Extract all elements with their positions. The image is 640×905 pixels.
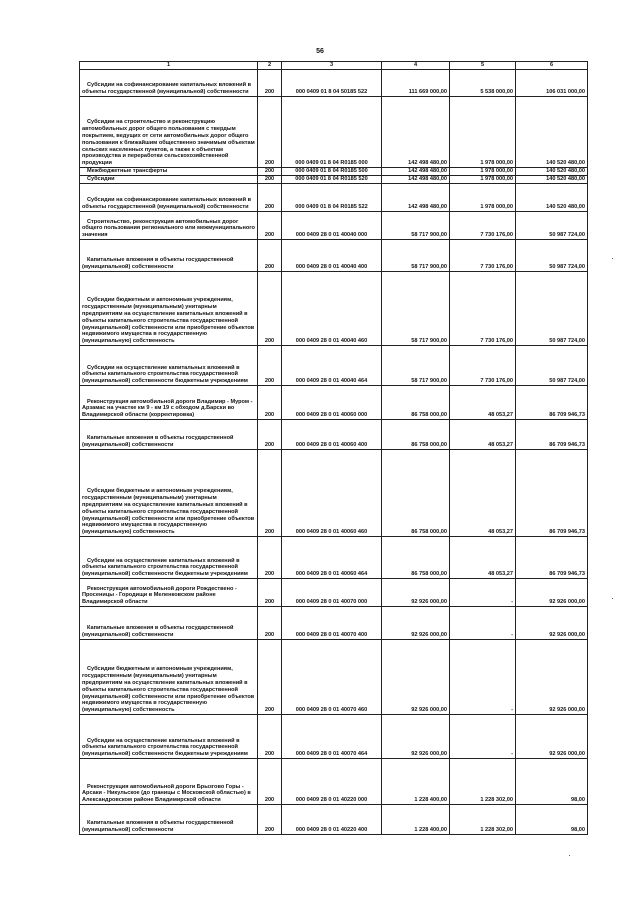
row-grbs-cell: 200 [258, 450, 282, 537]
row-value-col5: 1 228 302,00 [450, 805, 516, 835]
row-grbs-cell: 200 [258, 607, 282, 640]
row-name-cell: Субсидии на строительство и реконструкцию автомобильных дорог общего пользования с твердым покрытием, ведущих от сети автомобильных дорог общего пользования к ближайшим общественно значимым объектам сельских населенных пунктов, а также к объектам производства и переработки сельскохозяйственной продукции [80, 97, 258, 168]
row-value-col4: 1 228 400,00 [382, 805, 450, 835]
row-value-col6: 50 987 724,00 [516, 240, 588, 272]
row-value-col5: 1 978 000,00 [450, 168, 516, 176]
row-value-col6: 86 709 946,73 [516, 450, 588, 537]
row-grbs-cell: 200 [258, 579, 282, 607]
row-value-col4: 92 926 000,00 [382, 607, 450, 640]
row-name-cell: Реконструкция автомобильной дороги Брызгово Горы - Арсаки - Никульское (до границы с Московской областью) в Александровском районе Владимирской области [80, 759, 258, 805]
row-grbs-cell: 200 [258, 715, 282, 759]
table-row [80, 450, 588, 537]
row-grbs-cell: 200 [258, 176, 282, 184]
row-kbk-cell: 000 0409 28 0 01 40040 400 [282, 240, 382, 272]
table-row [80, 640, 588, 715]
row-value-col6: 92 926 000,00 [516, 715, 588, 759]
row-value-col4: 142 498 480,00 [382, 176, 450, 184]
row-grbs-cell: 200 [258, 805, 282, 835]
row-name-cell: Реконструкция автомобильной дороги Рождествено - Просеницы - Городищи в Меленковском районе Владимирской области [80, 579, 258, 607]
row-name-cell: Субсидии бюджетным и автономным учреждениям, государственным (муниципальным) унитарным предприятиям на осуществление капитальных вложений в объекты капитального строительства государственной (муниципальной) собственности или приобретение объектов недвижимого имущества в государственную (муниципальную) собственность [80, 640, 258, 715]
row-value-col5: 1 978 000,00 [450, 176, 516, 184]
row-value-col5: 1 978 000,00 [450, 184, 516, 212]
row-kbk-cell: 000 0409 28 0 01 40060 400 [282, 420, 382, 450]
scan-dot [612, 258, 613, 259]
table-row [80, 607, 588, 640]
row-grbs-cell: 200 [258, 97, 282, 168]
table-row [80, 715, 588, 759]
row-kbk-cell: 000 0409 28 0 01 40040 464 [282, 346, 382, 386]
row-grbs-cell: 200 [258, 386, 282, 420]
row-kbk-cell: 000 0409 01 8 04 R0185 500 [282, 168, 382, 176]
row-grbs-cell: 200 [258, 640, 282, 715]
row-value-col6: 86 709 946,73 [516, 420, 588, 450]
row-value-col4: 58 717 900,00 [382, 346, 450, 386]
budget-table [79, 61, 588, 835]
column-header: 2 [258, 62, 282, 70]
column-header: 6 [516, 62, 588, 70]
table-row [80, 97, 588, 168]
table-row [80, 386, 588, 420]
table-row [80, 537, 588, 579]
row-value-col5: - [450, 715, 516, 759]
table-row [80, 346, 588, 386]
row-value-col4: 58 717 900,00 [382, 240, 450, 272]
row-value-col6: 50 987 724,00 [516, 272, 588, 346]
row-name-cell: Субсидии на осуществление капитальных вложений в объекты капитального строительства государственной (муниципальной) собственности бюджетным учреждениям [80, 346, 258, 386]
row-grbs-cell: 200 [258, 168, 282, 176]
row-grbs-cell: 200 [258, 70, 282, 97]
page-number: 56 [316, 48, 324, 55]
table-row [80, 168, 588, 176]
row-value-col4: 92 926 000,00 [382, 579, 450, 607]
table-body [80, 70, 588, 835]
row-value-col6: 86 709 946,73 [516, 386, 588, 420]
row-name-cell: Межбюджетные трансферты [80, 168, 258, 176]
row-value-col6: 50 987 724,00 [516, 212, 588, 240]
row-value-col6: 92 926 000,00 [516, 640, 588, 715]
row-value-col5: 5 538 000,00 [450, 70, 516, 97]
row-value-col6: 92 926 000,00 [516, 607, 588, 640]
row-value-col4: 58 717 900,00 [382, 212, 450, 240]
table-row [80, 184, 588, 212]
row-value-col5: 1 978 000,00 [450, 97, 516, 168]
scan-dot [612, 598, 613, 599]
row-value-col4: 1 228 400,00 [382, 759, 450, 805]
row-value-col4: 142 498 480,00 [382, 168, 450, 176]
table-row [80, 759, 588, 805]
row-name-cell: Субсидии [80, 176, 258, 184]
row-value-col6: 106 031 000,00 [516, 70, 588, 97]
row-name-cell: Строительство, реконструкция автомобильных дорог общего пользования регионального или межмуниципального значения [80, 212, 258, 240]
row-value-col6: 98,00 [516, 805, 588, 835]
row-value-col6: 86 709 946,73 [516, 537, 588, 579]
row-grbs-cell: 200 [258, 272, 282, 346]
row-value-col5: 48 053,27 [450, 420, 516, 450]
table-row [80, 272, 588, 346]
row-value-col5: - [450, 579, 516, 607]
row-kbk-cell: 000 0409 01 8 04 R0185 000 [282, 97, 382, 168]
row-name-cell: Капитальные вложения в объекты государственной (муниципальной) собственности [80, 240, 258, 272]
row-grbs-cell: 200 [258, 537, 282, 579]
row-kbk-cell: 000 0409 28 0 01 40220 400 [282, 805, 382, 835]
row-kbk-cell: 000 0409 28 0 01 40070 400 [282, 607, 382, 640]
scan-dot [569, 855, 570, 856]
row-value-col6: 140 520 480,00 [516, 97, 588, 168]
row-value-col5: 7 730 176,00 [450, 346, 516, 386]
column-header: 1 [80, 62, 258, 70]
row-value-col5: - [450, 607, 516, 640]
row-grbs-cell: 200 [258, 184, 282, 212]
row-name-cell: Капитальные вложения в объекты государственной (муниципальной) собственности [80, 805, 258, 835]
row-value-col6: 140 520 480,00 [516, 168, 588, 176]
row-kbk-cell: 000 0409 01 8 04 50185 522 [282, 70, 382, 97]
row-kbk-cell: 000 0409 28 0 01 40220 000 [282, 759, 382, 805]
table-row [80, 176, 588, 184]
row-value-col5: 48 053,27 [450, 386, 516, 420]
row-value-col4: 92 926 000,00 [382, 640, 450, 715]
row-kbk-cell: 000 0409 28 0 01 40070 460 [282, 640, 382, 715]
row-value-col6: 98,00 [516, 759, 588, 805]
row-kbk-cell: 000 0409 28 0 01 40040 460 [282, 272, 382, 346]
row-value-col6: 92 926 000,00 [516, 579, 588, 607]
column-header: 3 [282, 62, 382, 70]
row-kbk-cell: 000 0409 01 8 04 R0185 522 [282, 184, 382, 212]
row-name-cell: Субсидии на софинансирование капитальных вложений в объекты государственной (муниципальной) собственности [80, 184, 258, 212]
row-kbk-cell: 000 0409 28 0 01 40070 000 [282, 579, 382, 607]
row-value-col4: 142 498 480,00 [382, 184, 450, 212]
table-row [80, 420, 588, 450]
row-value-col4: 86 758 000,00 [382, 386, 450, 420]
row-value-col4: 86 758 000,00 [382, 450, 450, 537]
table-header-row [80, 62, 588, 70]
row-kbk-cell: 000 0409 28 0 01 40040 000 [282, 212, 382, 240]
row-name-cell: Субсидии на осуществление капитальных вложений в объекты капитального строительства государственной (муниципальной) собственности бюджетным учреждениям [80, 537, 258, 579]
row-value-col4: 111 669 000,00 [382, 70, 450, 97]
row-grbs-cell: 200 [258, 346, 282, 386]
row-value-col4: 86 758 000,00 [382, 537, 450, 579]
row-value-col4: 142 498 480,00 [382, 97, 450, 168]
row-kbk-cell: 000 0409 01 8 04 R0185 520 [282, 176, 382, 184]
row-name-cell: Субсидии бюджетным и автономным учреждениям, государственным (муниципальным) унитарным предприятиям на осуществление капитальных вложений в объекты капитального строительства государственной (муниципальной) собственности или приобретение объектов недвижимого имущества в государственную (муниципальную) собственность [80, 272, 258, 346]
table-row [80, 240, 588, 272]
row-name-cell: Субсидии на софинансирование капитальных вложений в объекты государственной (муниципальной) собственности [80, 70, 258, 97]
row-name-cell: Субсидии на осуществление капитальных вложений в объекты капитального строительства государственной (муниципальной) собственности бюджетным учреждениям [80, 715, 258, 759]
row-kbk-cell: 000 0409 28 0 01 40060 460 [282, 450, 382, 537]
table-row [80, 70, 588, 97]
table-row [80, 212, 588, 240]
row-name-cell: Капитальные вложения в объекты государственной (муниципальной) собственности [80, 607, 258, 640]
row-grbs-cell: 200 [258, 759, 282, 805]
row-value-col6: 140 520 480,00 [516, 184, 588, 212]
row-name-cell: Субсидии бюджетным и автономным учреждениям, государственным (муниципальным) унитарным предприятиям на осуществление капитальных вложений в объекты капитального строительства государственной (муниципальной) собственности или приобретение объектов недвижимого имущества в государственную (муниципальную) собственность [80, 450, 258, 537]
row-value-col5: - [450, 640, 516, 715]
table-row [80, 579, 588, 607]
row-name-cell: Реконструкция автомобильной дороги Владимир - Муром - Арзамас на участке км 9 - км 19 с обходом д.Барски во Владимирской области (корректировка) [80, 386, 258, 420]
row-value-col5: 48 053,27 [450, 450, 516, 537]
row-kbk-cell: 000 0409 28 0 01 40070 464 [282, 715, 382, 759]
row-value-col6: 50 987 724,00 [516, 346, 588, 386]
row-value-col5: 48 053,27 [450, 537, 516, 579]
row-value-col6: 140 520 480,00 [516, 176, 588, 184]
row-value-col5: 1 228 302,00 [450, 759, 516, 805]
row-kbk-cell: 000 0409 28 0 01 40060 464 [282, 537, 382, 579]
row-value-col5: 7 730 176,00 [450, 240, 516, 272]
row-grbs-cell: 200 [258, 212, 282, 240]
column-header: 5 [450, 62, 516, 70]
table-row [80, 805, 588, 835]
row-value-col5: 7 730 176,00 [450, 212, 516, 240]
row-value-col4: 86 758 000,00 [382, 420, 450, 450]
row-value-col4: 92 926 000,00 [382, 715, 450, 759]
row-value-col5: 7 730 176,00 [450, 272, 516, 346]
row-grbs-cell: 200 [258, 240, 282, 272]
row-name-cell: Капитальные вложения в объекты государственной (муниципальной) собственности [80, 420, 258, 450]
column-header: 4 [382, 62, 450, 70]
row-kbk-cell: 000 0409 28 0 01 40060 000 [282, 386, 382, 420]
row-grbs-cell: 200 [258, 420, 282, 450]
row-value-col4: 58 717 900,00 [382, 272, 450, 346]
